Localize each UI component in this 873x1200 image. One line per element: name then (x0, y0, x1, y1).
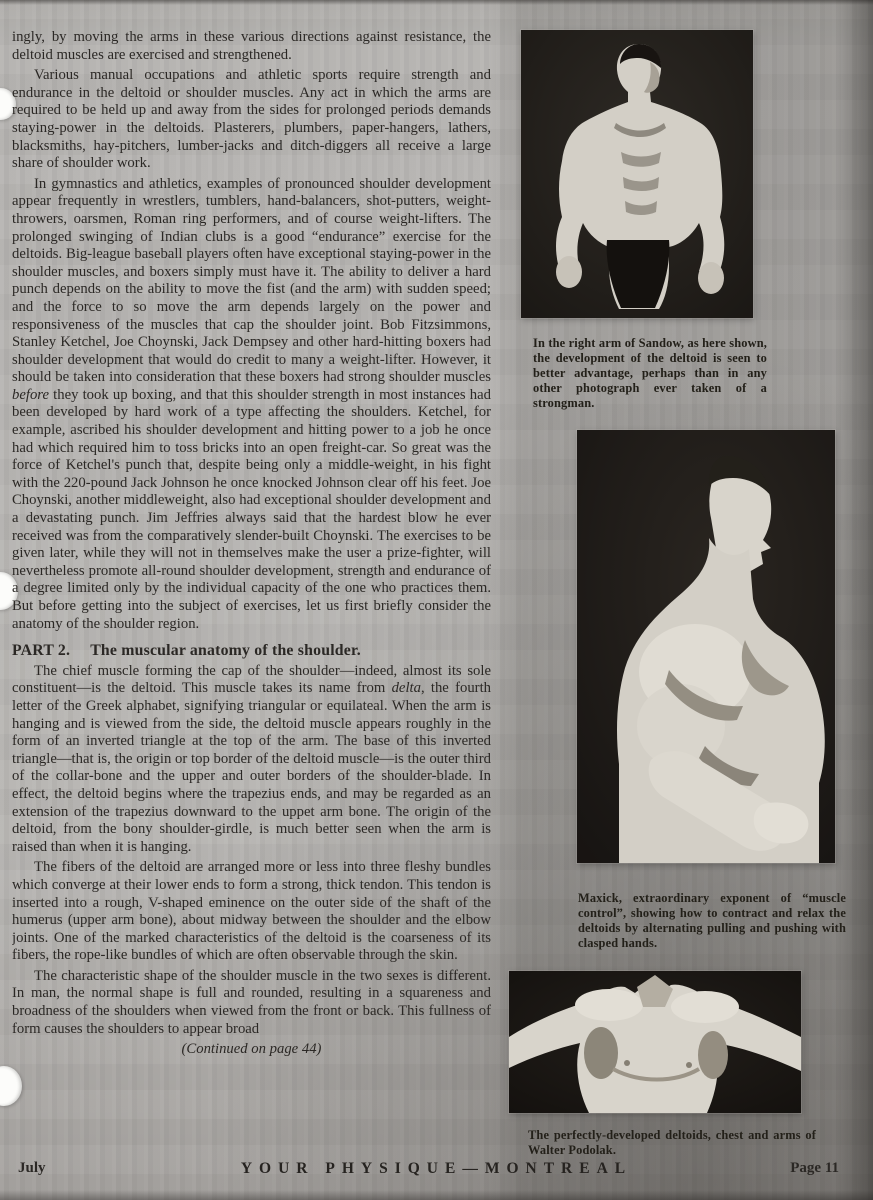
paragraph: Various manual occupations and athletic sports require strength and endurance in the deltoid or shoulder muscles. Any act in which the arms are required to be held up and away from the sides for prolonged periods demands staying-power in the deltoids. Plasterers, plumbers, paper-hangers, lathers, blacksmiths, hay-pitchers, lumber-jacks and ditch-diggers all receive a large share of shoulder work. (12, 67, 491, 172)
footer-magazine-title: YOUR PHYSIQUE—MONTREAL (240, 1160, 633, 1177)
paragraph-text: The chief muscle forming the cap of the shoulder—indeed, almost its sole constituent—is the deltoid. This muscle takes its name from (12, 662, 491, 697)
paragraph-text: , the fourth letter of the Greek alphabet, signifying triangular or equilateal. When the arm is hanging and is viewed from the side, the deltoid muscle appears roughly in the form of an inverted triangle at the top of the arm. The base of this inverted triangle—that is, the origin or top border of the deltoid muscle—is the outer third of the collar-bone and the upper and outer borders of the shoulder-blade. In effect, the deltoid begins where the trapezius ends, and may be regarded as an extension of the trapezius downward to the uppet arm bone. The origin of the deltoid, from the bony shoulder-girdle, is much better seen when the arm is raised than when it is hanging. (12, 680, 491, 855)
podolak-photo (509, 971, 801, 1113)
paragraph-text: In gymnastics and athletics, examples of pronounced shoulder development appear frequently in wrestlers, tumblers, hand-balancers, shot-putters, weight-throwers, oarsmen, Roman ring performers, and of course weight-lifters. The prolonged swinging of Indian clubs is a good “endurance” exercise for the deltoids. Big-league baseball players often have exceptional staying-power in the shoulder muscles, and boxers simply must have it. The ability to deliver a hard punch depends on the ability to move the fist (and the arm) with sudden speed; and the force to so move the arm depends largely on the power and responsiveness of the muscles that cap the shoulder joint. Bob Fitzsimmons, Stanley Ketchel, Joe Choynski, Jack Dempsey and other hard-hitting boxers had shoulder development that would do credit to many a weight-lifter. However, it should be taken into consideration that these boxers had strong shoulder muscles (12, 175, 491, 386)
paragraph-continuation: ingly, by moving the arms in these various directions against resistance, the deltoid muscles are exercised and strengthened. (12, 29, 491, 63)
italic-word: before (12, 386, 49, 403)
podolak-caption: The perfectly-developed deltoids, chest and arms of Walter Podolak. (528, 1128, 816, 1157)
sandow-figure-illustration (521, 30, 753, 318)
part-label: PART 2. (12, 642, 71, 660)
part-title: The muscular anatomy of the shoulder. (90, 642, 361, 660)
italic-word: delta (391, 680, 421, 697)
paragraph-text: they took up boxing, and that this shoulder strength in most instances had been developed by hard work of a type affecting the shoulders. Ketchel, for example, ascribed his shoulder development and hitting power to a job he once had which required him to toss bricks into an open freight-car. So great was the force of Ketchel's punch that, despite being only a middle-weight, in his fight with the 220-pound Jack Johnson he once knocked Johnson clear off his feet. Joe Choynski, another middleweight, also had exceptional shoulder development and a devastating punch. Jim Jeffries always said that the hardest blow he ever received was from the comparatively slender-built Choynski. The exercises to be given later, while they will not in themselves make the user a prize-fighter, will nevertheless promote all-round shoulder development, strength and endurance of a degree limited only by the individual capacity of the one who practices them. But before getting into the subject of exercises, let us first briefly consider the anatomy of the shoulder region. (12, 386, 491, 632)
podolak-figure-illustration (509, 971, 801, 1113)
paragraph: The characteristic shape of the shoulder muscle in the two sexes is different. In man, the normal shape is full and rounded, resulting in a squareness and broadness of the shoulders when viewed from the front or back. This fullness of form causes the shoulders to appear broad (12, 967, 491, 1037)
paragraph (12, 176, 491, 633)
footer-page-number: Page 11 (790, 1160, 839, 1176)
footer-month: July (18, 1160, 46, 1176)
maxick-figure-illustration (577, 430, 835, 863)
part2-heading (12, 642, 491, 660)
paragraph: The fibers of the deltoid are arranged more or less into three fleshy bundles which converge at their lower ends to form a strong, thick tendon. This tendon is inserted into a rough, V-shaped eminence on the outer side of the shaft of the humerus (upper arm bone), about midway between the shoulder and the elbow joints. One of the marked characteristics of the deltoid is the coarseness of its fibers, the rope-like bundles of which are often observable through the skin. (12, 859, 491, 964)
sandow-photo (521, 30, 753, 318)
sandow-caption: In the right arm of Sandow, as here shown, the development of the deltoid is seen to better advantage, perhaps than in any other photograph ever taken of a strongman. (533, 336, 767, 410)
maxick-photo (577, 430, 835, 863)
continued-notice: (Continued on page 44) (181, 1041, 322, 1058)
paragraph (12, 663, 491, 857)
maxick-caption: Maxick, extraordinary exponent of “muscle control”, showing how to contract and relax the deltoids by alternating pulling and pushing with clasped hands. (578, 891, 846, 950)
article-column (12, 29, 491, 1151)
